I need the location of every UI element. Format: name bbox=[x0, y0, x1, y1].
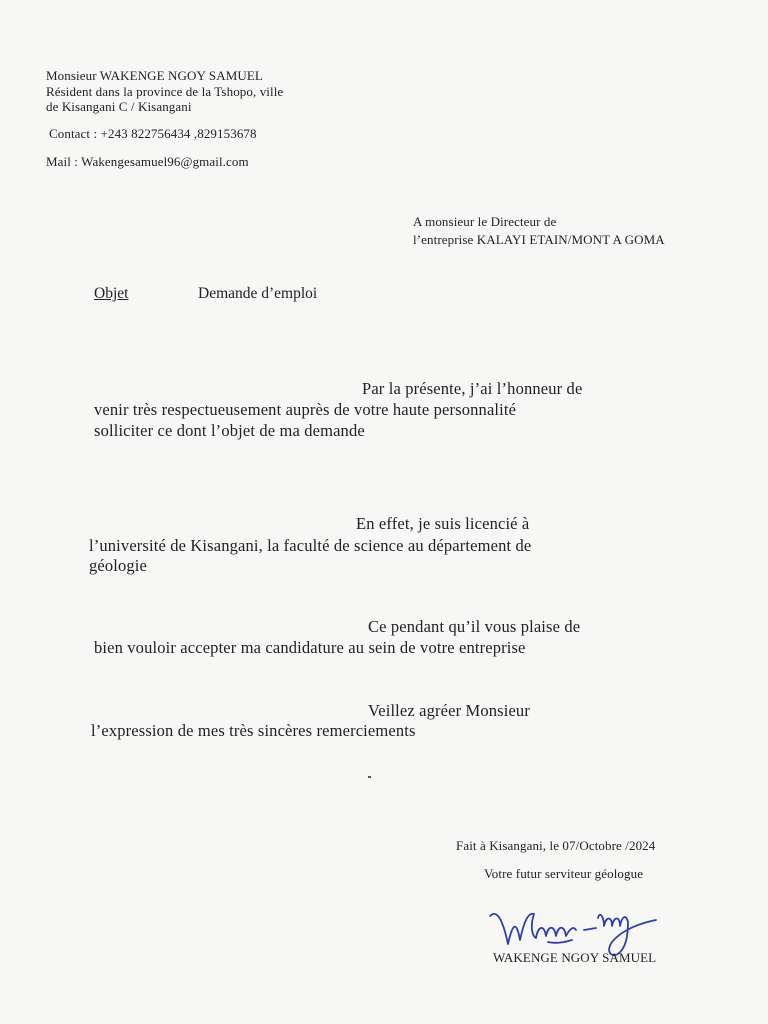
paragraph-3-line-2: bien vouloir accepter ma candidature au sein de votre entreprise bbox=[94, 638, 526, 657]
sender-contact: Contact : +243 822756434 ,829153678 bbox=[49, 126, 257, 141]
subject-text: Demande d’emploi bbox=[198, 285, 318, 302]
recipient-line-1: A monsieur le Directeur de bbox=[413, 214, 557, 229]
paragraph-1-line-2: venir très respectueusement auprès de votre haute personnalité bbox=[94, 400, 517, 419]
paragraph-4-line-1: Veillez agréer Monsieur bbox=[368, 701, 530, 720]
stray-mark bbox=[368, 776, 371, 778]
paragraph-2-line-2: l’université de Kisangani, la faculté de science au département de bbox=[89, 536, 532, 555]
subject-label: Objet bbox=[94, 285, 129, 302]
paragraph-1-line-3: solliciter ce dont l’objet de ma demande bbox=[94, 421, 365, 440]
paragraph-2-line-3: géologie bbox=[89, 556, 148, 575]
sender-mail: Mail : Wakengesamuel96@gmail.com bbox=[46, 154, 249, 169]
sender-address-line-2: de Kisangani C / Kisangani bbox=[46, 99, 192, 114]
sender-address-line-1: Résident dans la province de la Tshopo, ville bbox=[46, 84, 284, 99]
closing-role: Votre futur serviteur géologue bbox=[484, 866, 644, 881]
paragraph-1-line-1: Par la présente, j’ai l’honneur de bbox=[362, 379, 583, 398]
place-date: Fait à Kisangani, le 07/Octobre /2024 bbox=[456, 838, 656, 853]
sender-name: Monsieur WAKENGE NGOY SAMUEL bbox=[46, 68, 263, 83]
paragraph-4-line-2: l’expression de mes très sincères remerciements bbox=[91, 721, 416, 740]
handwritten-signature bbox=[486, 896, 672, 958]
recipient-line-2: l’entreprise KALAYI ETAIN/MONT A GOMA bbox=[413, 232, 665, 247]
signature-name: WAKENGE NGOY SAMUEL bbox=[493, 950, 657, 965]
paragraph-3-line-1: Ce pendant qu’il vous plaise de bbox=[368, 617, 581, 636]
paragraph-2-line-1: En effet, je suis licencié à bbox=[356, 514, 530, 533]
